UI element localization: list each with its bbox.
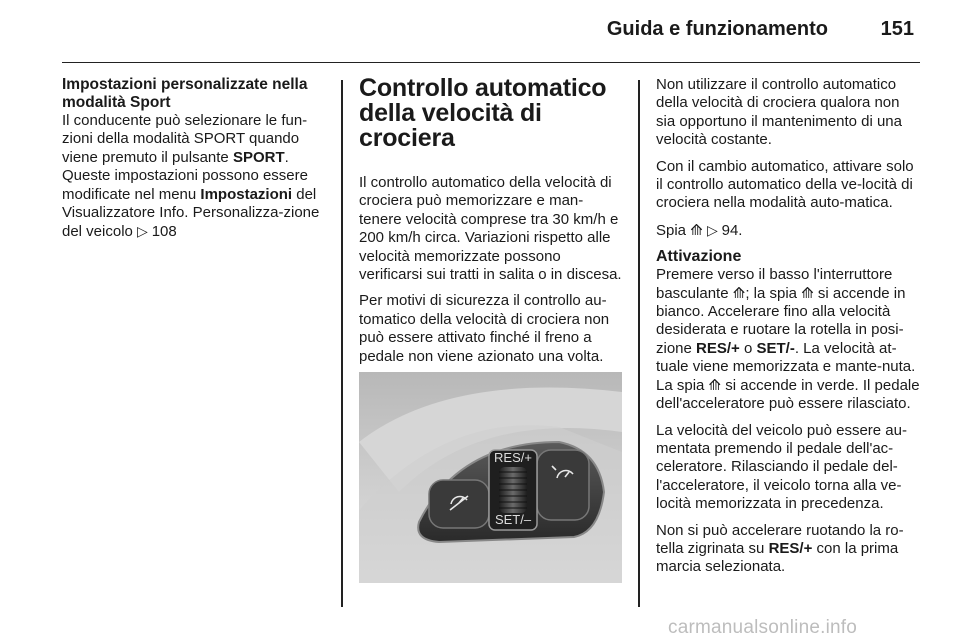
- cruise-safety-paragraph: Per motivi di sicurezza il controllo au-tomatico della velocità di crociera non può essere attivato finché il freno a pedale non viene azionato una volta.: [359, 292, 610, 365]
- res-label-inline: RES/+: [768, 539, 813, 557]
- cruise-switch-icon: ⟰: [732, 284, 746, 302]
- section-heading-sport: Impostazioni personalizzate nella modalità Sport: [62, 76, 308, 111]
- column-divider-1: [341, 80, 343, 607]
- column-2: [359, 76, 622, 374]
- set-label-inline: SET/-: [756, 339, 795, 357]
- page-header: [62, 0, 920, 63]
- column-1: [62, 76, 325, 250]
- page-ref-arrow-icon: ▷: [706, 221, 722, 238]
- cruise-indicator-icon: ⟰: [801, 284, 814, 302]
- automatic-transmission-paragraph: Con il cambio automatico, attivare solo il controllo automatico della ve-locità di crociera nella modalità auto-matica.: [656, 157, 914, 212]
- set-label: SET/–: [494, 512, 532, 527]
- constant-speed-paragraph: Non utilizzare il controllo automatico della velocità di crociera qualora non sia opportuno il mantenimento di una velocità costante.: [656, 76, 902, 149]
- page-number: 151: [880, 18, 914, 40]
- sport-button-label: SPORT: [232, 148, 285, 166]
- cruise-intro-paragraph: Il controllo automatico della velocità di crociera può memorizzare e man-tenere velocità comprese tra 30 km/h e 200 km/h circa. Variazioni rispetto alle velocità memorizzate possono verificarsi sui tratti in salita o in discesa.: [359, 174, 622, 284]
- watermark: carmanualsonline.info: [668, 617, 858, 638]
- page-ref: 94.: [721, 221, 743, 239]
- cruise-indicator-icon: ⟰: [708, 376, 722, 394]
- first-gear-paragraph: Non si può accelerare ruotando la ro-tella zigrinata su RES/+ con la prima marcia selezionata.: [656, 521, 904, 576]
- indicator-paragraph: Spia ⟰ ▷ 94.: [656, 221, 743, 239]
- page-ref-arrow-icon: ▷: [137, 223, 152, 240]
- cruise-indicator-icon: ⟰: [690, 221, 703, 239]
- res-label: RES/+: [494, 450, 532, 465]
- page-ref: 108: [151, 223, 177, 241]
- column-3: [656, 76, 922, 585]
- settings-menu-label: Impostazioni: [200, 185, 293, 203]
- column-divider-2: [638, 80, 640, 607]
- sport-paragraph: Il conducente può selezionare le fun-zioni della modalità SPORT quando viene premuto il pulsante SPORT. Queste impostazioni possono essere modificate nel menu Impostazioni del Visualizzatore Info. Personalizza-zione del veicolo ▷ 108: [62, 112, 320, 241]
- section-heading-activation: Attivazione: [656, 248, 742, 266]
- steering-wheel-controls-photo: [359, 372, 622, 583]
- res-label-inline: RES/+: [696, 339, 740, 357]
- section-heading-cruise-control: Controllo automatico della velocità di crociera: [359, 74, 607, 152]
- chapter-title: Guida e funzionamento: [606, 18, 828, 40]
- accelerate-paragraph: La velocità del veicolo può essere au-mentata premendo il pedale dell'ac-celeratore. Rilasciando il pedale del-l'acceleratore, il veicolo torna alla ve-locità memorizzata in precedenza.: [656, 421, 907, 513]
- activation-paragraph: Premere verso il basso l'interruttore basculante ⟰; la spia ⟰ si accende in bianco. Accelerare fino alla velocità desiderata e ruotare la rotella in posi-zione RES/+ o SET/-. La velocità at-tuale viene memorizzata e mante-nuta. La spia ⟰ si accende in verde. Il pedale dell'acceleratore può essere rilasciato.: [656, 266, 920, 413]
